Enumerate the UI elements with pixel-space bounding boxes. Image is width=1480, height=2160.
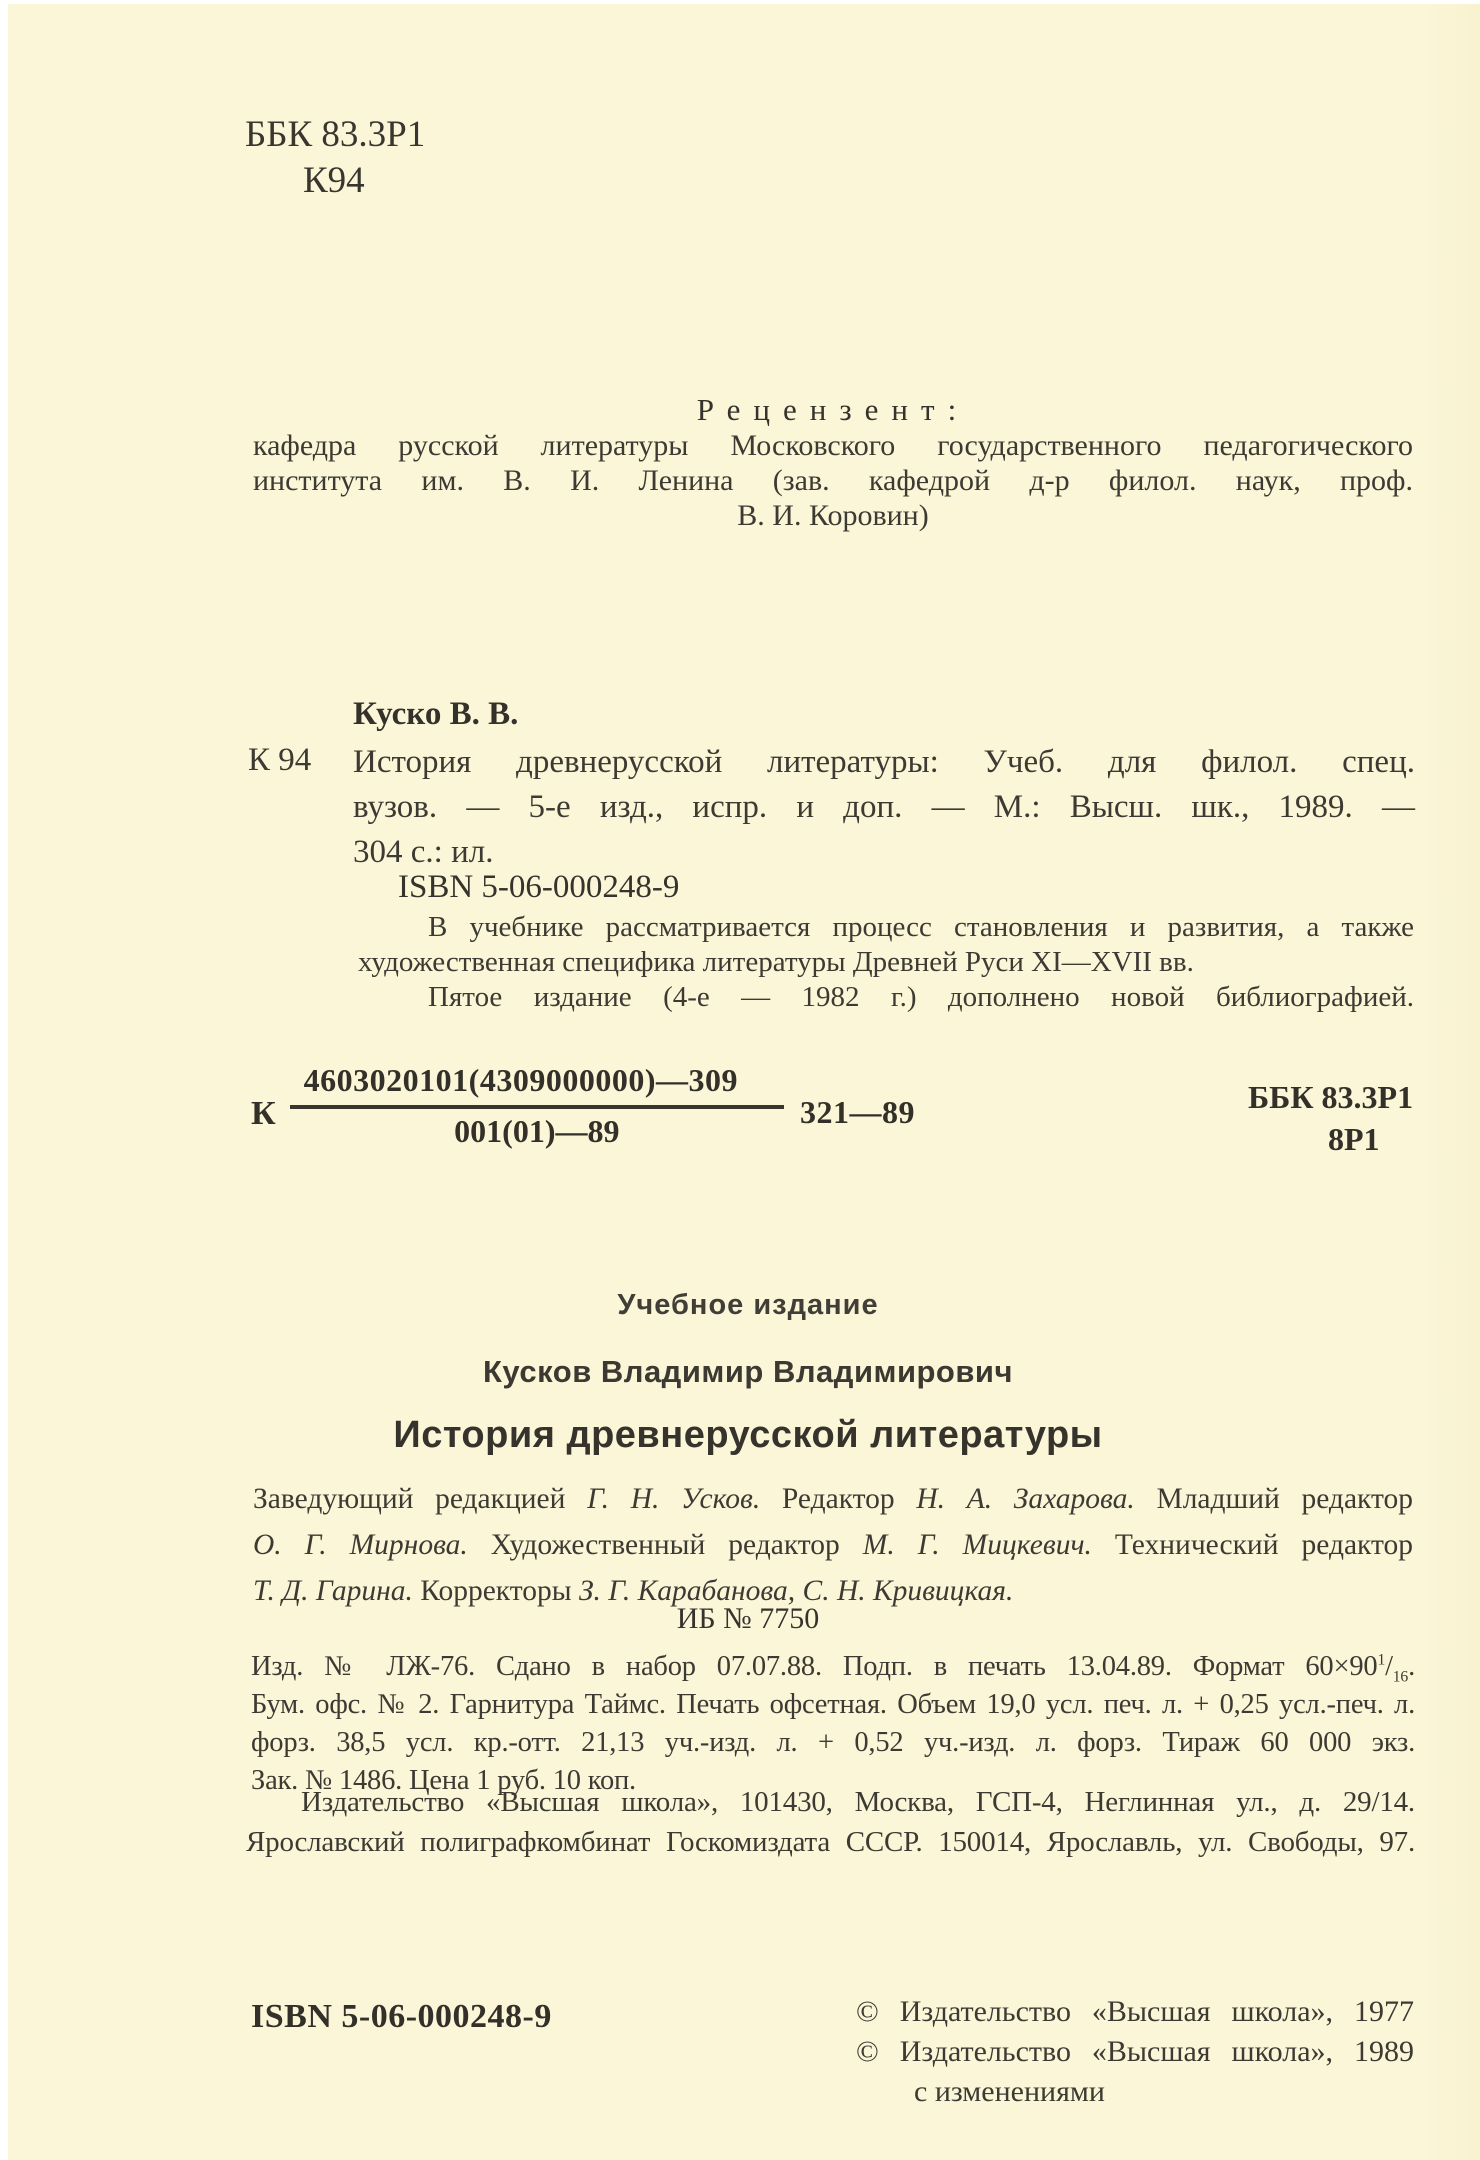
printing-line: Изд. № ЛЖ-76. Сдано в набор 07.07.88. Подп. в печать 13.04.89. Формат $60\times 90^1/_{16}$.: [251, 1651, 1415, 1686]
editorial-line: Т. Д. Гарина. Корректоры З. Г. Карабанова, С. Н. Кривицкая.: [253, 1575, 1014, 1607]
biblio-isbn: ISBN 5-06-000248-9: [398, 869, 680, 905]
biblio-line: вузов. — 5-е изд., испр. и доп. — М.: Высш. шк., 1989. —: [353, 789, 1415, 825]
copyright-block: [856, 1992, 1414, 2112]
catalog-numerator: 4603020101(4309000000)—309: [290, 1062, 784, 1109]
copyright-line: © Издательство «Высшая школа», 1977: [856, 1995, 1414, 2028]
biblio-line: История древнерусской литературы: Учеб. для филол. спец.: [353, 744, 1415, 780]
reviewer-line: кафедра русской литературы Московского государственного педагогического: [253, 429, 1413, 462]
editorial-line: О. Г. Мирнова. Художественный редактор М. Г. Мицкевич. Технический редактор: [253, 1529, 1413, 1561]
reviewer-line: В. И. Коровин): [737, 499, 929, 532]
editorial-line: Заведующий редакцией Г. Н. Усков. Редактор Н. А. Захарова. Младший редактор: [253, 1483, 1413, 1515]
edition-author: Кусков Владимир Владимирович: [483, 1354, 1013, 1389]
biblio-entry-code: К 94: [248, 742, 312, 778]
annotation-line: В учебнике рассматривается процесс становления и развития, а также: [428, 911, 1414, 943]
annotation-line: Пятое издание (4-е — 1982 г.) дополнено новой библиографией.: [428, 981, 1414, 1013]
reviewer-heading: Рецензент:: [696, 392, 970, 427]
reviewer-paragraph: [253, 428, 1413, 533]
edition-kind: Учебное издание: [617, 1289, 879, 1321]
publisher-info: [246, 1782, 1415, 1862]
reviewer-line: института им. В. И. Ленина (зав. кафедрой д-р филол. наук, проф.: [253, 464, 1413, 497]
catalog-denominator: 001(01)—89: [454, 1113, 620, 1149]
printing-line: форз. 38,5 усл. кр.-отт. 21,13 уч.-изд. л. + 0,52 уч.-изд. л. форз. Тираж 60 000 экз.: [251, 1727, 1415, 1758]
catalog-suffix: 321—89: [799, 1093, 915, 1130]
publisher-line: Издательство «Высшая школа», 101430, Москва, ГСП-4, Неглинная ул., д. 29/14.: [301, 1786, 1415, 1818]
catalog-prefix: К: [251, 1095, 276, 1132]
bbk-classification-block: [245, 112, 425, 204]
biblio-line: 304 с.: ил.: [353, 834, 494, 870]
biblio-entry: [353, 740, 1415, 875]
bbk-right-code-old: 8Р1: [1328, 1121, 1380, 1157]
copyright-note: с изменениями: [914, 2075, 1105, 2108]
catalog-formula: [251, 1062, 915, 1150]
copyright-line: © Издательство «Высшая школа», 1989: [856, 2035, 1414, 2068]
biblio-author: Куско В. В.: [353, 696, 519, 732]
bbk-code: ББК 83.3Р1: [245, 114, 426, 155]
annotation-line: художественная специфика литературы Древней Руси XI—XVII вв.: [358, 946, 1194, 978]
imprint-page: [8, 4, 1480, 2160]
printing-line: Зак. № 1486. Цена 1 руб. 10 коп.: [251, 1765, 636, 1796]
editorial-staff: [253, 1476, 1413, 1614]
printing-details: [251, 1648, 1415, 1800]
annotation: [358, 910, 1414, 1015]
bbk-right-block: [1248, 1076, 1413, 1160]
printing-line: Бум. офс. № 2. Гарнитура Таймс. Печать офсетная. Объем 19,0 усл. печ. л. + 0,25 усл.-печ. л.: [251, 1689, 1415, 1720]
ib-number: ИБ № 7750: [676, 1602, 820, 1635]
author-mark: К94: [303, 160, 365, 201]
footer-isbn: ISBN 5-06-000248-9: [251, 1998, 552, 2035]
publisher-line: Ярославский полиграфкомбинат Госкомиздата СССР. 150014, Ярославль, ул. Свободы, 97.: [246, 1826, 1415, 1858]
catalog-fraction: [290, 1062, 784, 1150]
edition-title: История древнерусской литературы: [393, 1414, 1103, 1456]
bbk-right-code: ББК 83.3Р1: [1248, 1079, 1414, 1115]
